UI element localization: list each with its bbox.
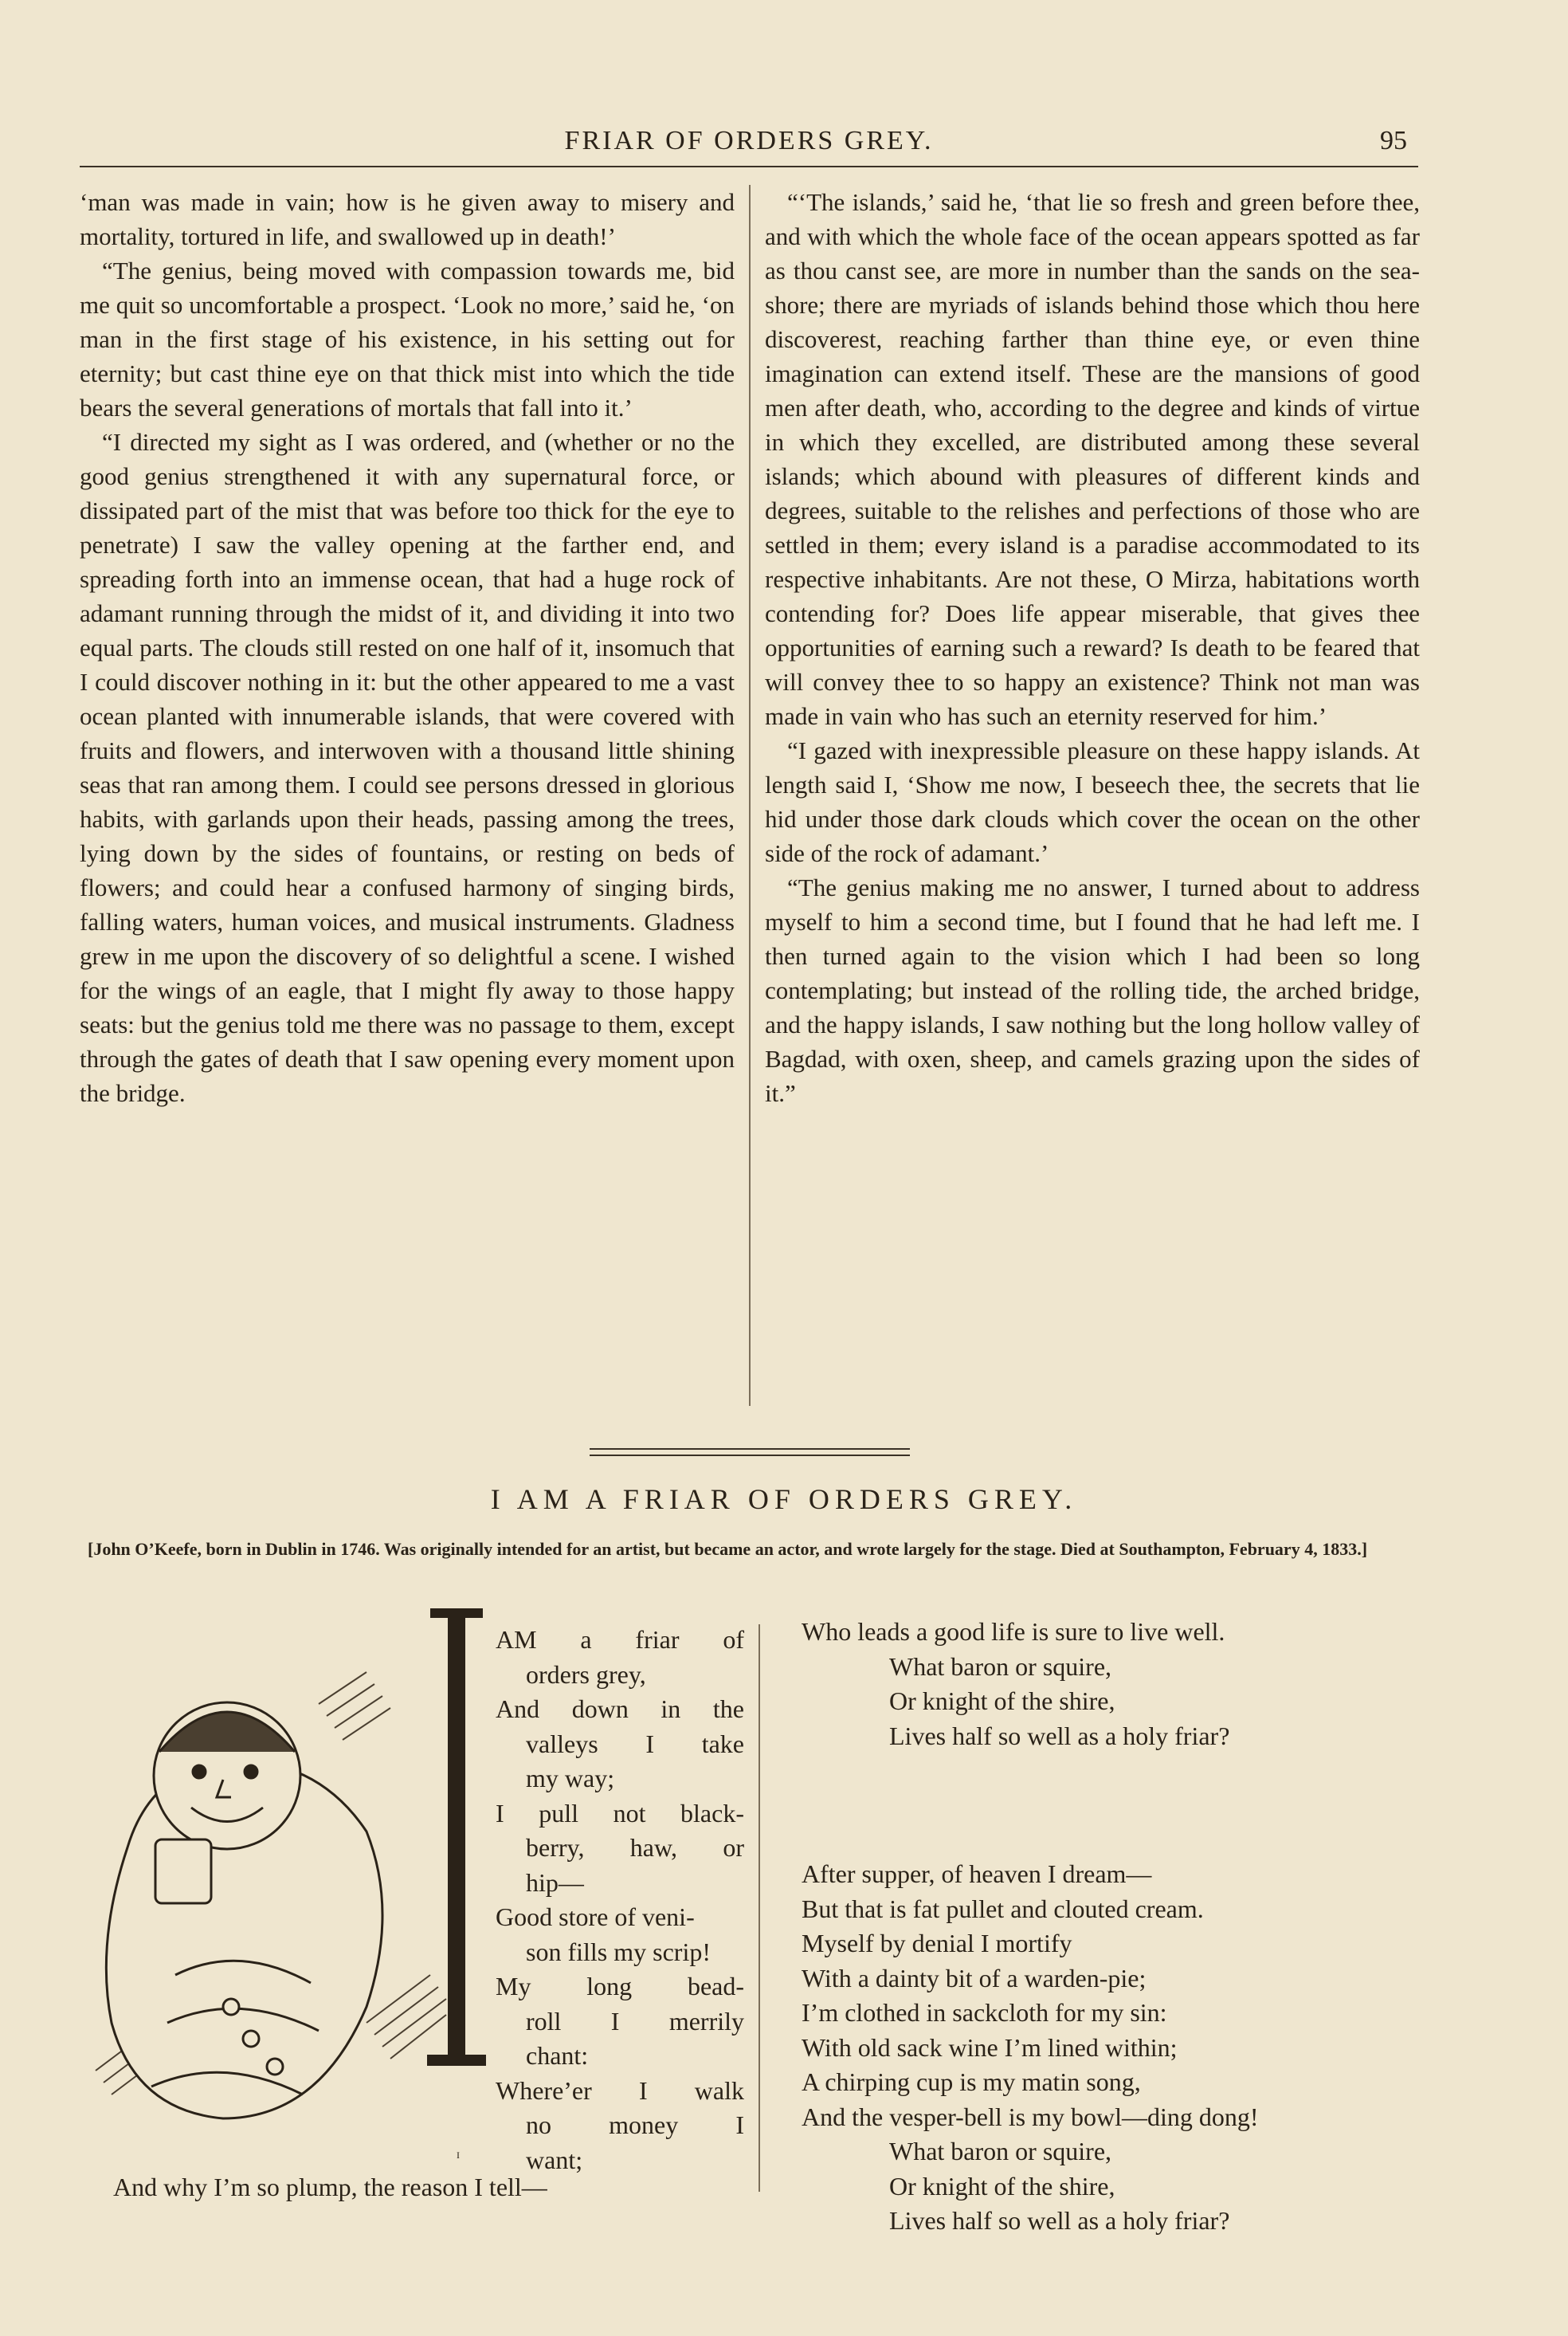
poem-line: After supper, of heaven I dream— [802,1859,1152,1888]
poem-line [496,1831,744,1866]
poem-line [496,1761,744,1796]
friar-drop-cap-engraving [80,1608,494,2166]
page-number: 95 [1380,126,1407,155]
poem-column-divider [759,1624,760,2192]
poem-word: walk [694,2075,744,2105]
poem-stanza-1-wrap [496,1623,744,2177]
poem-line: I’m clothed in sackcloth for my sin: [802,1998,1167,2027]
poem-word: valleys [526,1729,598,1758]
poem-line [496,1900,744,1935]
poem-word: I [638,2075,648,2105]
right-text-column [765,185,1420,1110]
paragraph: ‘man was made in vain; how is he given away to misery and mortality, tortured in life, and swallowed up in death!’ [80,188,735,250]
poem-word: friar [635,1625,680,1654]
poem-line: Myself by denial I mortify [802,1929,1072,1957]
poem-word: take [701,1729,744,1758]
poem-line [496,1623,744,1658]
poem-word: haw, [629,1833,677,1862]
poem-word: bead- [687,1972,744,2000]
poem-line: Or knight of the shire, [889,1686,1115,1715]
poem-word: no [526,2110,551,2139]
poem-word: I [496,1798,504,1828]
section-rule-bottom [590,1455,910,1456]
column-divider [749,185,751,1406]
poem-word: And [496,1694,540,1723]
poem-line [496,2074,744,2109]
poem-line: But that is fat pullet and clouted cream. [802,1894,1204,1923]
poem-word: black- [680,1798,744,1828]
poem-word: the [712,1694,744,1723]
poem-line [496,2004,744,2040]
poem-right-column [802,1615,1455,2239]
paragraph: “The genius making me no answer, I turned about to address myself to him a second time, but I found that he had left me. I then turned again to the vision which I had been so long contemplating; but instead of the rolling tide, the arched bridge, and the happy islands, I saw nothing but the long hollow valley of Bagdad, with oxen, sheep, and camels grazing upon the sides of it.” [765,874,1420,1107]
poem-line-wide: And why I’m so plump, the reason I tell— [113,2173,547,2201]
poem-word: down [571,1694,629,1723]
author-bio: [John O’Keefe, born in Dublin in 1746. Was originally intended for an artist, but became an actor, and wrote largely for the stage. Died at Southampton, February 4, 1833.] [88,1539,1368,1559]
poem-word: orders grey, [526,1659,646,1689]
poem-word: chant: [526,2041,589,2070]
poem-line [496,1969,744,2004]
poem-word: I [610,2006,620,2036]
poem-line [496,2108,744,2143]
section-rule-top [590,1448,910,1450]
poem-line: What baron or squire, [889,2137,1112,2165]
poem-word: not [613,1798,646,1828]
poem-word: hip— [526,1867,584,1897]
poem-word: My [496,1972,531,2000]
paragraph: “I directed my sight as I was ordered, and (whether or no the good genius strengthened it with any supernatural force, or dissipated part of the mist that was before too thick for the eye to penetrate) I saw the valley opening at the farther end, and spreading forth into an immense ocean, that had a huge rock of adamant running through the midst of it, and dividing it into two equal parts. The clouds still rested on one half of it, insomuch that I could discover nothing in it: but the other appeared to me a vast ocean planted with innumerable islands, that were covered with fruits and flowers, and interwoven with a thousand little shining seas that ran among them. I could see persons dressed in glorious habits, with garlands upon their heads, passing among the trees, lying down by the sides of fountains, or resting on beds of flowers; and could hear a confused harmony of singing birds, falling waters, human voices, and musical instruments. Gladness grew in me upon the discovery of so delightful a scene. I wished for the wings of an eagle, that I might fly away to those happy seats: but the genius told me there was no passage to them, except through the gates of death that I saw opening every moment upon the bridge. [80,428,735,1107]
poem-line: What baron or squire, [889,1651,1112,1681]
poem-word: roll [526,2006,562,2036]
poem-title: I AM A FRIAR OF ORDERS GREY. [490,1483,1078,1515]
poem-line: With old sack wine I’m lined within; [802,2032,1178,2062]
poem-line: A chirping cup is my matin song, [802,2067,1141,2096]
poem-word: Where’er [496,2075,592,2105]
friar-illustration [80,1608,494,2166]
poem-word: want; [526,2145,583,2174]
stanza-gap [802,1753,1455,1857]
poem-word: merrily [668,2006,744,2036]
running-header [80,126,1418,167]
running-title: FRIAR OF ORDERS GREY. [564,126,934,155]
poem-word: a [580,1625,592,1654]
poem-line [496,1658,744,1693]
poem-line: Lives half so well as a holy friar? [889,2206,1230,2235]
poem-word: I [645,1729,654,1758]
poem-line: Or knight of the shire, [889,2171,1115,2201]
paragraph: “I gazed with inexpressible pleasure on these happy islands. At length said I, ‘Show me now, I beseech thee, the secrets that lie hid under those dark clouds which cover the ocean on the other side of the rock of adamant.’ [765,736,1420,867]
friar-figure [106,1702,382,2118]
poem-word: berry, [526,1833,585,1862]
poem-line: With a dainty bit of a warden-pie; [802,1963,1147,1992]
poem-word: son fills my scrip! [526,1937,711,1966]
poem-word: money [609,2110,679,2139]
left-text-column [80,185,735,1110]
poem-line [496,1866,744,1901]
poem-word: I [735,2110,744,2139]
drop-cap-glyph: I [457,2150,460,2161]
poem-line [496,1935,744,1970]
poem-line: And the vesper-bell is my bowl—ding dong! [802,2102,1259,2131]
poem-line [496,2039,744,2074]
poem-line [496,1727,744,1762]
paragraph: “The genius, being moved with compassion towards me, bid me quit so uncomfortable a prospect. ‘Look no more,’ said he, ‘on man in the first stage of his existence, in his setting out for eternity; but cast thine eye on that thick mist into which the tide bears the several generations of mortals that fall into it.’ [80,257,735,422]
poem-word: pull [539,1798,578,1828]
poem-word: Good store of veni- [496,1902,695,1931]
poem-word: in [661,1694,681,1723]
poem-line: Who leads a good life is sure to live well. [802,1617,1225,1646]
poem-line: Lives half so well as a holy friar? [889,1721,1230,1750]
poem-line [496,1692,744,1727]
poem-word: or [723,1833,744,1862]
poem-word: my way; [526,1764,615,1792]
drop-cap-letter-i [427,1608,486,2066]
poem-word: AM [496,1625,537,1654]
poem-word: of [723,1625,744,1654]
paragraph: “‘The islands,’ said he, ‘that lie so fresh and green before thee, and with which the whole face of the ocean appears spotted as far as thou canst see, are more in number than the sands on the sea-shore; there are myriads of islands behind those which thou here discoverest, reaching farther than thine eye, or even thine imagination can extend itself. These are the mansions of good men after death, who, according to the degree and kinds of virtue in which they excelled, are distributed among these several islands; which abound with pleasures of different kinds and degrees, suitable to the relishes and perfections of those who are settled in them; every island is a paradise accommodated to its respective inhabitants. Are not these, O Mirza, habitations worth contending for? Does life appear miserable, that gives thee opportunities of earning such a reward? Is death to be feared that will convey thee to so happy an existence? Think not man was made in vain who has such an eternity reserved for him.’ [765,188,1420,730]
poem-line [496,1796,744,1832]
poem-word: long [586,1972,633,2000]
